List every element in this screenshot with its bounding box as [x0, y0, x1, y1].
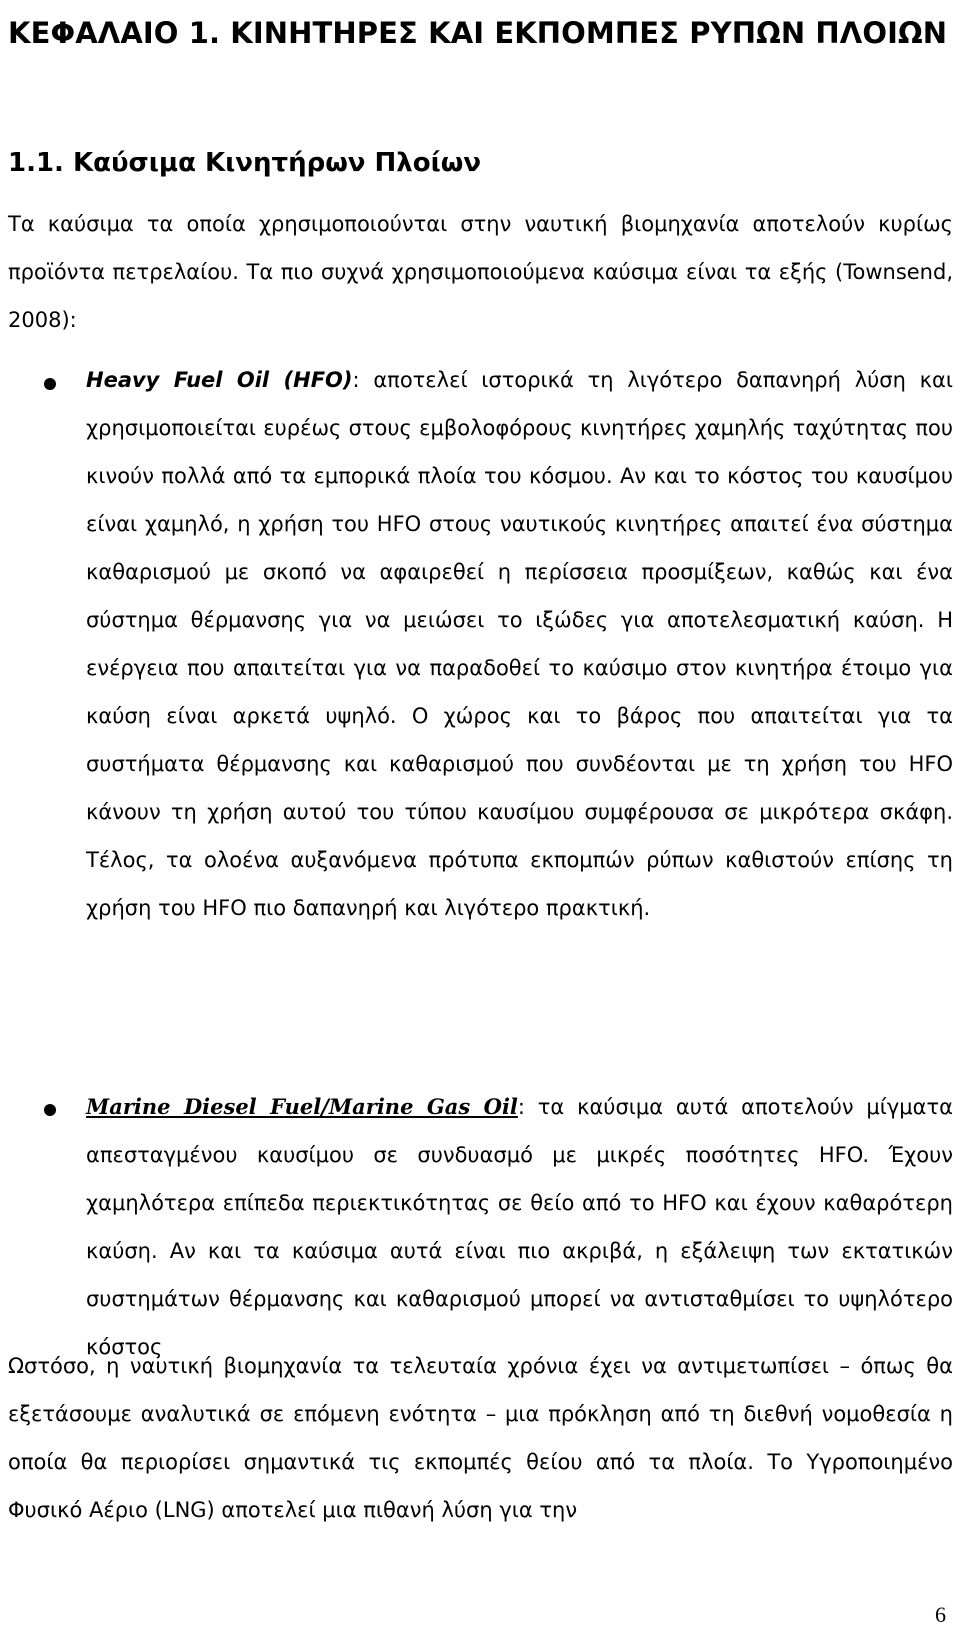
bullet-marker: [44, 1104, 56, 1116]
chapter-title: ΚΕΦΑΛΑΙΟ 1. ΚΙΝΗΤΗΡΕΣ ΚΑΙ ΕΚΠΟΜΠΕΣ ΡΥΠΩΝ ΠΛΟΙΩΝ: [8, 16, 948, 50]
bullet-marker: [44, 378, 56, 390]
bullet-term-hfo: Heavy Fuel Oil (HFO): [86, 368, 353, 392]
page-number: 6: [935, 1602, 946, 1627]
bullet-term-mdo: Marine Diesel Fuel/Marine Gas Oil: [86, 1094, 518, 1119]
bullet-item-hfo: [86, 356, 953, 932]
bullet-text-hfo: : αποτελεί ιστορικά τη λιγότερο δαπανηρή λύση και χρησιμοποιείται ευρέως στους εμβολοφόρους κινητήρες χαμηλής ταχύτητας που κινούν πολλά από τα εμπορικά πλοία του κόσμου. Αν και το κόστος του καυσίμου είναι χαμηλό, η χρήση του HFO στους ναυτικούς κινητήρες απαιτεί ένα σύστημα καθαρισμού με σκοπό να αφαιρεθεί η περίσσεια προσμίξεων, καθώς και ένα σύστημα θέρμανσης για να μειώσει το ιξώδες για αποτελεσματική καύση. Η ενέργεια που απαιτείται για να παραδοθεί το καύσιμο στον κινητήρα έτοιμο για καύση είναι αρκετά υψηλό. Ο χώρος και το βάρος που απαιτείται για τα συστήματα θέρμανσης και καθαρισμού που συνδέονται με τη χρήση του HFO κάνουν τη χρήση αυτού του τύπου καυσίμου συμφέρουσα σε μικρότερα σκάφη. Τέλος, τα ολοένα αυξανόμενα πρότυπα εκπομπών ρύπων καθιστούν επίσης τη χρήση του HFO πιο δαπανηρή και λιγότερο πρακτική.: [86, 368, 953, 920]
bullet-text-mdo: : τα καύσιμα αυτά αποτελούν μίγματα απεσταγμένου καυσίμου σε συνδυασμό με μικρές ποσότητες HFO. Έχουν χαμηλότερα επίπεδα περιεκτικότητας σε θείο από το HFO και έχουν καθαρότερη καύση. Αν και τα καύσιμα αυτά είναι πιο ακριβά, η εξάλειψη των εκτατικών συστημάτων θέρμανσης και καθαρισμού μπορεί να αντισταθμίσει το υψηλότερο κόστος: [86, 1095, 953, 1359]
intro-paragraph: Τα καύσιμα τα οποία χρησιμοποιούνται στην ναυτική βιομηχανία αποτελούν κυρίως προϊόντα πετρελαίου. Τα πιο συχνά χρησιμοποιούμενα καύσιμα είναι τα εξής (Townsend, 2008):: [8, 212, 953, 332]
closing-paragraph: Ωστόσο, η ναυτική βιομηχανία τα τελευταία χρόνια έχει να αντιμετωπίσει – όπως θα εξετάσουμε αναλυτικά σε επόμενη ενότητα – μια πρόκληση από τη διεθνή νομοθεσία η οποία θα περιορίσει σημαντικά τις εκπομπές θείου από τα πλοία. Το Υγροποιημένο Φυσικό Αέριο (LNG) αποτελεί μια πιθανή λύση για την: [8, 1354, 953, 1522]
section-title: 1.1. Καύσιμα Κινητήρων Πλοίων: [8, 148, 482, 178]
bullet-item-mdo: [86, 1083, 953, 1371]
